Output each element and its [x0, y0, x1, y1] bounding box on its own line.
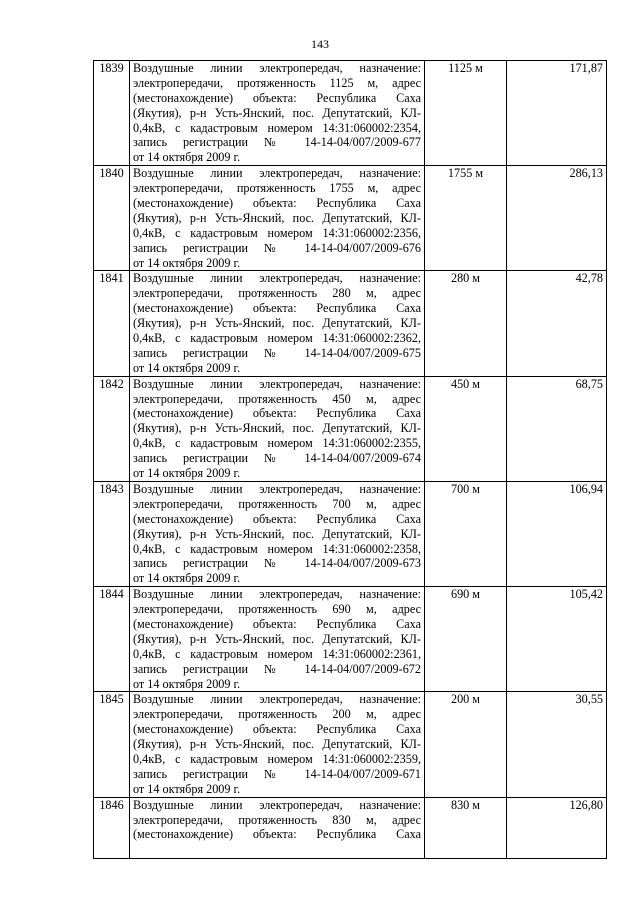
row-number: 1843 — [99, 481, 124, 496]
row-number: 1841 — [99, 271, 124, 286]
value-cell — [507, 376, 607, 481]
value-cell — [507, 587, 607, 692]
description-line: (Якутия), р-н Усть-Янский, пос. Депутатский, КЛ- — [133, 316, 421, 331]
value-cell — [507, 61, 607, 166]
length-cell — [425, 166, 507, 271]
length-value: 200 м — [450, 692, 481, 707]
description-cell — [130, 166, 425, 271]
description-line: Воздушные линии электропередач, назначение: — [133, 61, 421, 75]
description-line: Воздушные линии электропередач, назначение: — [133, 587, 421, 602]
description-line: (местонахождение) объекта: Республика Саха — [133, 196, 421, 211]
row-number: 1840 — [99, 166, 124, 181]
description-line: (Якутия), р-н Усть-Янский, пос. Депутатский, КЛ- — [133, 421, 421, 436]
description-line: 0,4кВ, с кадастровым номером 14:31:060002:2356, — [133, 225, 421, 240]
description-line: запись регистрации № 14-14-04/007/2009-672 — [133, 661, 421, 676]
length-value: 700 м — [450, 481, 481, 496]
row-number: 1845 — [99, 692, 124, 707]
description-line: запись регистрации № 14-14-04/007/2009-671 — [133, 766, 421, 781]
length-cell — [425, 587, 507, 692]
length-cell — [425, 692, 507, 797]
description-line: (местонахождение) объекта: Республика Саха — [133, 90, 421, 105]
page-number: 143 — [311, 37, 329, 51]
description-line: (Якутия), р-н Усть-Янский, пос. Депутатский, КЛ- — [133, 631, 421, 646]
description-line: 0,4кВ, с кадастровым номером 14:31:060002:2354, — [133, 120, 421, 135]
registry-table — [93, 60, 607, 859]
cost-value: 286,13 — [569, 166, 603, 181]
table-row — [94, 797, 607, 858]
cost-value: 126,80 — [569, 797, 603, 812]
description-line: запись регистрации № 14-14-04/007/2009-675 — [133, 345, 421, 360]
cost-value: 30,55 — [575, 692, 603, 707]
length-value: 450 м — [450, 376, 481, 391]
value-cell — [507, 692, 607, 797]
description-line: Воздушные линии электропередач, назначение: — [133, 481, 421, 496]
length-value: 830 м — [450, 797, 481, 812]
cost-value: 106,94 — [569, 481, 603, 496]
length-cell — [425, 271, 507, 376]
description-cell — [130, 271, 425, 376]
description-line: (местонахождение) объекта: Республика Саха — [133, 616, 421, 631]
length-value: 280 м — [450, 271, 481, 286]
description-line: электропередачи, протяженность 450 м, адрес — [133, 391, 421, 406]
length-cell — [425, 61, 507, 166]
cost-value: 171,87 — [569, 61, 603, 75]
description-line: 0,4кВ, с кадастровым номером 14:31:060002:2355, — [133, 436, 421, 451]
length-value: 690 м — [450, 587, 481, 602]
description-line: электропередачи, протяженность 830 м, адрес — [133, 812, 421, 827]
value-cell — [507, 166, 607, 271]
row-number-cell — [94, 376, 130, 481]
description-line: электропередачи, протяженность 690 м, адрес — [133, 602, 421, 617]
description-line: запись регистрации № 14-14-04/007/2009-674 — [133, 451, 421, 466]
description-cell — [130, 692, 425, 797]
length-value: 1755 м — [447, 166, 484, 181]
description-line: электропередачи, протяженность 1125 м, адрес — [133, 75, 421, 90]
description-line: Воздушные линии электропередач, назначение: — [133, 376, 421, 391]
value-cell — [507, 481, 607, 586]
description-line: электропередачи, протяженность 700 м, адрес — [133, 496, 421, 511]
value-cell — [507, 797, 607, 858]
description-line: запись регистрации № 14-14-04/007/2009-676 — [133, 240, 421, 255]
table-row — [94, 61, 607, 166]
description-line: 0,4кВ, с кадастровым номером 14:31:060002:2362, — [133, 331, 421, 346]
row-number: 1839 — [99, 61, 124, 75]
row-number-cell — [94, 692, 130, 797]
description-line: (местонахождение) объекта: Республика Саха — [133, 406, 421, 421]
row-number: 1844 — [99, 587, 124, 602]
description-cell — [130, 481, 425, 586]
table-row — [94, 376, 607, 481]
table-row — [94, 587, 607, 692]
description-line: (местонахождение) объекта: Республика Саха — [133, 301, 421, 316]
description-line: Воздушные линии электропередач, назначение: — [133, 271, 421, 286]
length-cell — [425, 376, 507, 481]
description-line: от 14 октября 2009 г. — [133, 676, 241, 691]
description-line: от 14 октября 2009 г. — [133, 781, 241, 796]
row-number: 1846 — [99, 797, 124, 812]
table-row — [94, 166, 607, 271]
row-number-cell — [94, 481, 130, 586]
description-line: 0,4кВ, с кадастровым номером 14:31:060002:2358, — [133, 541, 421, 556]
description-cell — [130, 376, 425, 481]
row-number-cell — [94, 61, 130, 166]
description-line: (Якутия), р-н Усть-Янский, пос. Депутатский, КЛ- — [133, 210, 421, 225]
registry-table-body — [94, 61, 607, 859]
description-line: (Якутия), р-н Усть-Янский, пос. Депутатский, КЛ- — [133, 526, 421, 541]
description-line: (Якутия), р-н Усть-Янский, пос. Депутатский, КЛ- — [133, 105, 421, 120]
description-line: (местонахождение) объекта: Республика Саха — [133, 827, 421, 842]
description-line: электропередачи, протяженность 200 м, адрес — [133, 707, 421, 722]
description-cell — [130, 797, 425, 858]
row-number-cell — [94, 166, 130, 271]
description-line: электропередачи, протяженность 280 м, адрес — [133, 286, 421, 301]
description-line: запись регистрации № 14-14-04/007/2009-677 — [133, 135, 421, 150]
row-number-cell — [94, 271, 130, 376]
row-number-cell — [94, 587, 130, 692]
length-cell — [425, 797, 507, 858]
row-number-cell — [94, 797, 130, 858]
description-line: (местонахождение) объекта: Республика Саха — [133, 511, 421, 526]
description-line: (Якутия), р-н Усть-Янский, пос. Депутатский, КЛ- — [133, 737, 421, 752]
description-line: от 14 октября 2009 г. — [133, 255, 241, 270]
cost-value: 68,75 — [575, 376, 603, 391]
length-cell — [425, 481, 507, 586]
value-cell — [507, 271, 607, 376]
description-line: Воздушные линии электропередач, назначение: — [133, 797, 421, 812]
table-row — [94, 481, 607, 586]
description-line: от 14 октября 2009 г. — [133, 360, 241, 375]
description-line: от 14 октября 2009 г. — [133, 466, 241, 481]
description-line: электропередачи, протяженность 1755 м, адрес — [133, 181, 421, 196]
description-line: 0,4кВ, с кадастровым номером 14:31:060002:2361, — [133, 646, 421, 661]
table-row — [94, 692, 607, 797]
table-row — [94, 271, 607, 376]
length-value: 1125 м — [448, 61, 483, 75]
description-line: Воздушные линии электропередач, назначение: — [133, 166, 421, 181]
description-line: запись регистрации № 14-14-04/007/2009-673 — [133, 556, 421, 571]
description-line: от 14 октября 2009 г. — [133, 571, 241, 586]
row-number: 1842 — [99, 376, 124, 391]
description-cell — [130, 61, 425, 166]
description-line: 0,4кВ, с кадастровым номером 14:31:060002:2359, — [133, 751, 421, 766]
description-line: (местонахождение) объекта: Республика Саха — [133, 722, 421, 737]
cost-value: 42,78 — [575, 271, 603, 286]
description-line: Воздушные линии электропередач, назначение: — [133, 692, 421, 707]
description-cell — [130, 587, 425, 692]
description-line: от 14 октября 2009 г. — [133, 150, 241, 165]
cost-value: 105,42 — [569, 587, 603, 602]
